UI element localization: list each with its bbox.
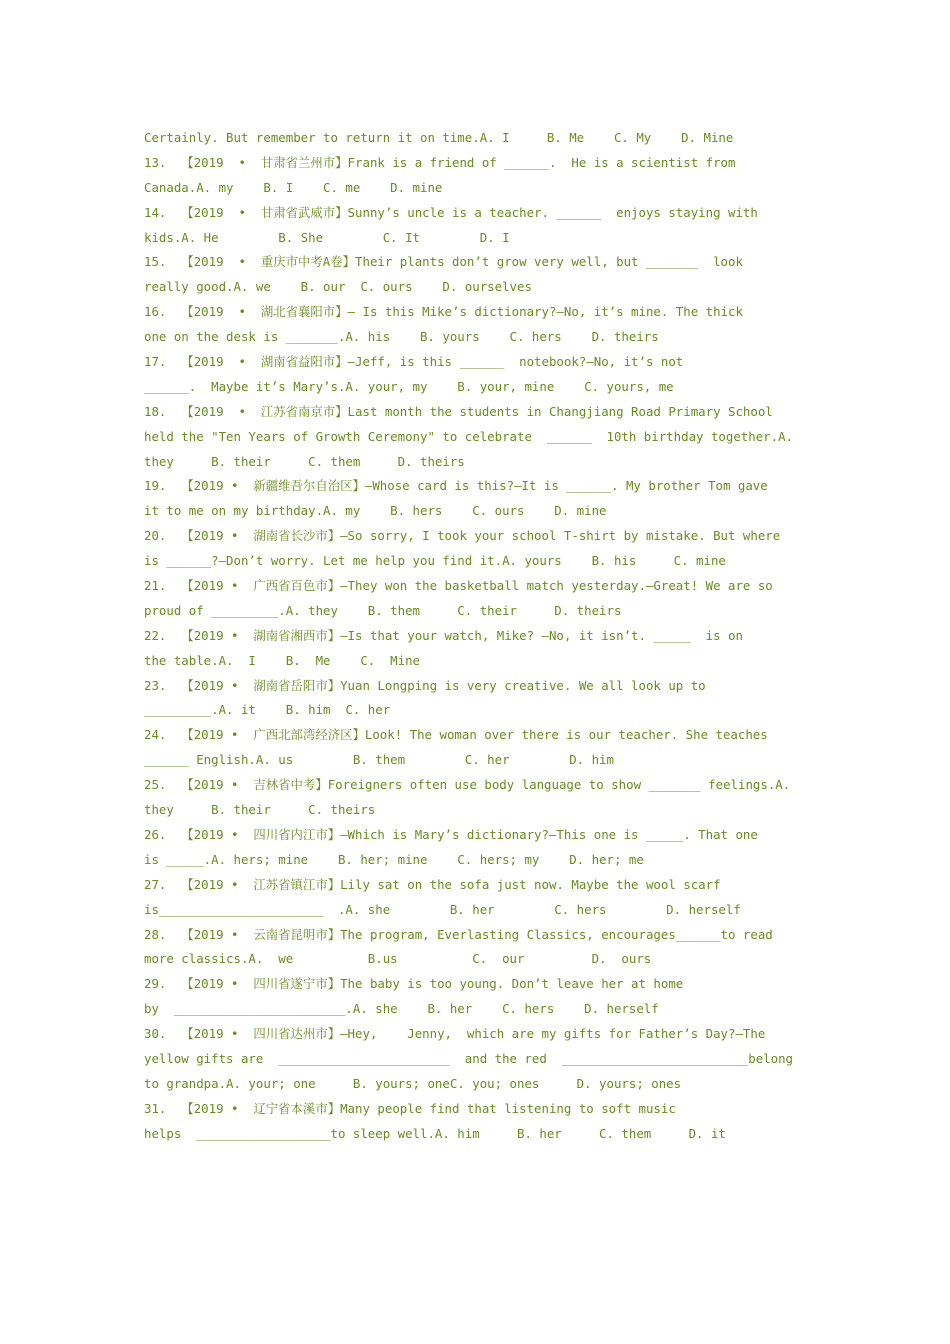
text-line: ______ English.A. us B. them C. her D. him [144, 752, 614, 768]
text-line: _________.A. it B. him C. her [144, 702, 391, 718]
text-line: it to me on my birthday.A. my B. hers C. ours D. mine [144, 503, 607, 519]
text-line: 13. 【2019 • 甘肃省兰州市】Frank is a friend of ______. He is a scientist from [144, 154, 736, 170]
text-line: helps __________________to sleep well.A. him B. her C. them D. it [144, 1125, 726, 1141]
text-line: 20. 【2019 • 湖南省长沙市】—So sorry, I took your school T-shirt by mistake. But where [144, 528, 781, 544]
text-line: 31. 【2019 • 辽宁省本溪市】Many people find that listening to soft music [144, 1100, 676, 1116]
text-line: is _____.A. hers; mine B. her; mine C. hers; my D. her; me [144, 851, 644, 867]
text-line: 18. 【2019 • 江苏省南京市】Last month the students in Changjiang Road Primary School [144, 403, 773, 419]
text-line: 29. 【2019 • 四川省遂宁市】The baby is too young. Don’t leave her at home [144, 976, 684, 992]
text-line: the table.A. I B. Me C. Mine [144, 652, 421, 668]
text-line: 25. 【2019 • 吉林省中考】Foreigners often use body language to show _______ feelings.A. [144, 777, 791, 793]
text-line: to grandpa.A. your; one B. yours; oneC. you; ones D. yours; ones [144, 1075, 682, 1091]
text-line: Canada.A. my B. I C. me D. mine [144, 179, 443, 195]
text-line: by _______________________.A. she B. her C. hers D. herself [144, 1001, 659, 1017]
text-line: held the "Ten Years of Growth Ceremony" to celebrate ______ 10th birthday together.A. [144, 428, 794, 444]
text-line: 19. 【2019 • 新疆维吾尔自治区】—Whose card is this?—It is ______. My brother Tom gave [144, 478, 768, 494]
text-line: 21. 【2019 • 广西省百色市】—They won the basketball match yesterday.—Great! We are so [144, 578, 773, 594]
text-line: 23. 【2019 • 湖南省岳阳市】Yuan Longping is very creative. We all look up to [144, 677, 706, 693]
text-line: one on the desk is _______.A. his B. yours C. hers D. theirs [144, 329, 659, 345]
exercise-text [144, 126, 808, 1147]
text-line: is______________________ .A. she B. her C. hers D. herself [144, 901, 741, 917]
text-line: Certainly. But remember to return it on time.A. I B. Me C. My D. Mine [144, 130, 734, 145]
text-line: proud of _________.A. they B. them C. their D. theirs [144, 602, 622, 618]
text-line: 28. 【2019 • 云南省昆明市】The program, Everlasting Classics, encourages______to read [144, 926, 773, 942]
text-line: 14. 【2019 • 甘肃省武威市】Sunny’s uncle is a teacher. ______ enjoys staying with [144, 204, 758, 220]
text-line: 22. 【2019 • 湖南省湘西市】—Is that your watch, Mike? —No, it isn’t. _____ is on [144, 627, 743, 643]
text-line: more classics.A. we B.us C. our D. ours [144, 951, 652, 967]
text-line: ______. Maybe it’s Mary’s.A. your, my B. your, mine C. yours, me [144, 378, 674, 394]
text-line: 16. 【2019 • 湖北省襄阳市】— Is this Mike’s dictionary?—No, it’s mine. The thick [144, 304, 743, 320]
text-line: kids.A. He B. She C. It D. I [144, 229, 510, 245]
text-line: is ______?—Don’t worry. Let me help you find it.A. yours B. his C. mine [144, 553, 726, 569]
text-line: 27. 【2019 • 江苏省镇江市】Lily sat on the sofa just now. Maybe the wool scarf [144, 876, 721, 892]
text-line: they B. their C. theirs [144, 802, 376, 818]
text-line: 24. 【2019 • 广西北部湾经济区】Look! The woman over there is our teacher. She teaches [144, 727, 768, 743]
text-line: they B. their C. them D. theirs [144, 453, 465, 469]
text-line: 15. 【2019 • 重庆市中考A卷】Their plants don’t grow very well, but _______ look [144, 254, 743, 270]
text-line: really good.A. we B. our C. ours D. ourselves [144, 279, 532, 295]
text-line: 26. 【2019 • 四川省内江市】—Which is Mary’s dictionary?—This one is _____. That one [144, 826, 758, 842]
text-line: yellow gifts are _______________________ and the red _________________________belong [144, 1050, 794, 1066]
text-line: 17. 【2019 • 湖南省益阳市】—Jeff, is this ______ notebook?—No, it’s not [144, 354, 684, 370]
text-line: 30. 【2019 • 四川省达州市】—Hey, Jenny, which are my gifts for Father’s Day?—The [144, 1026, 766, 1042]
